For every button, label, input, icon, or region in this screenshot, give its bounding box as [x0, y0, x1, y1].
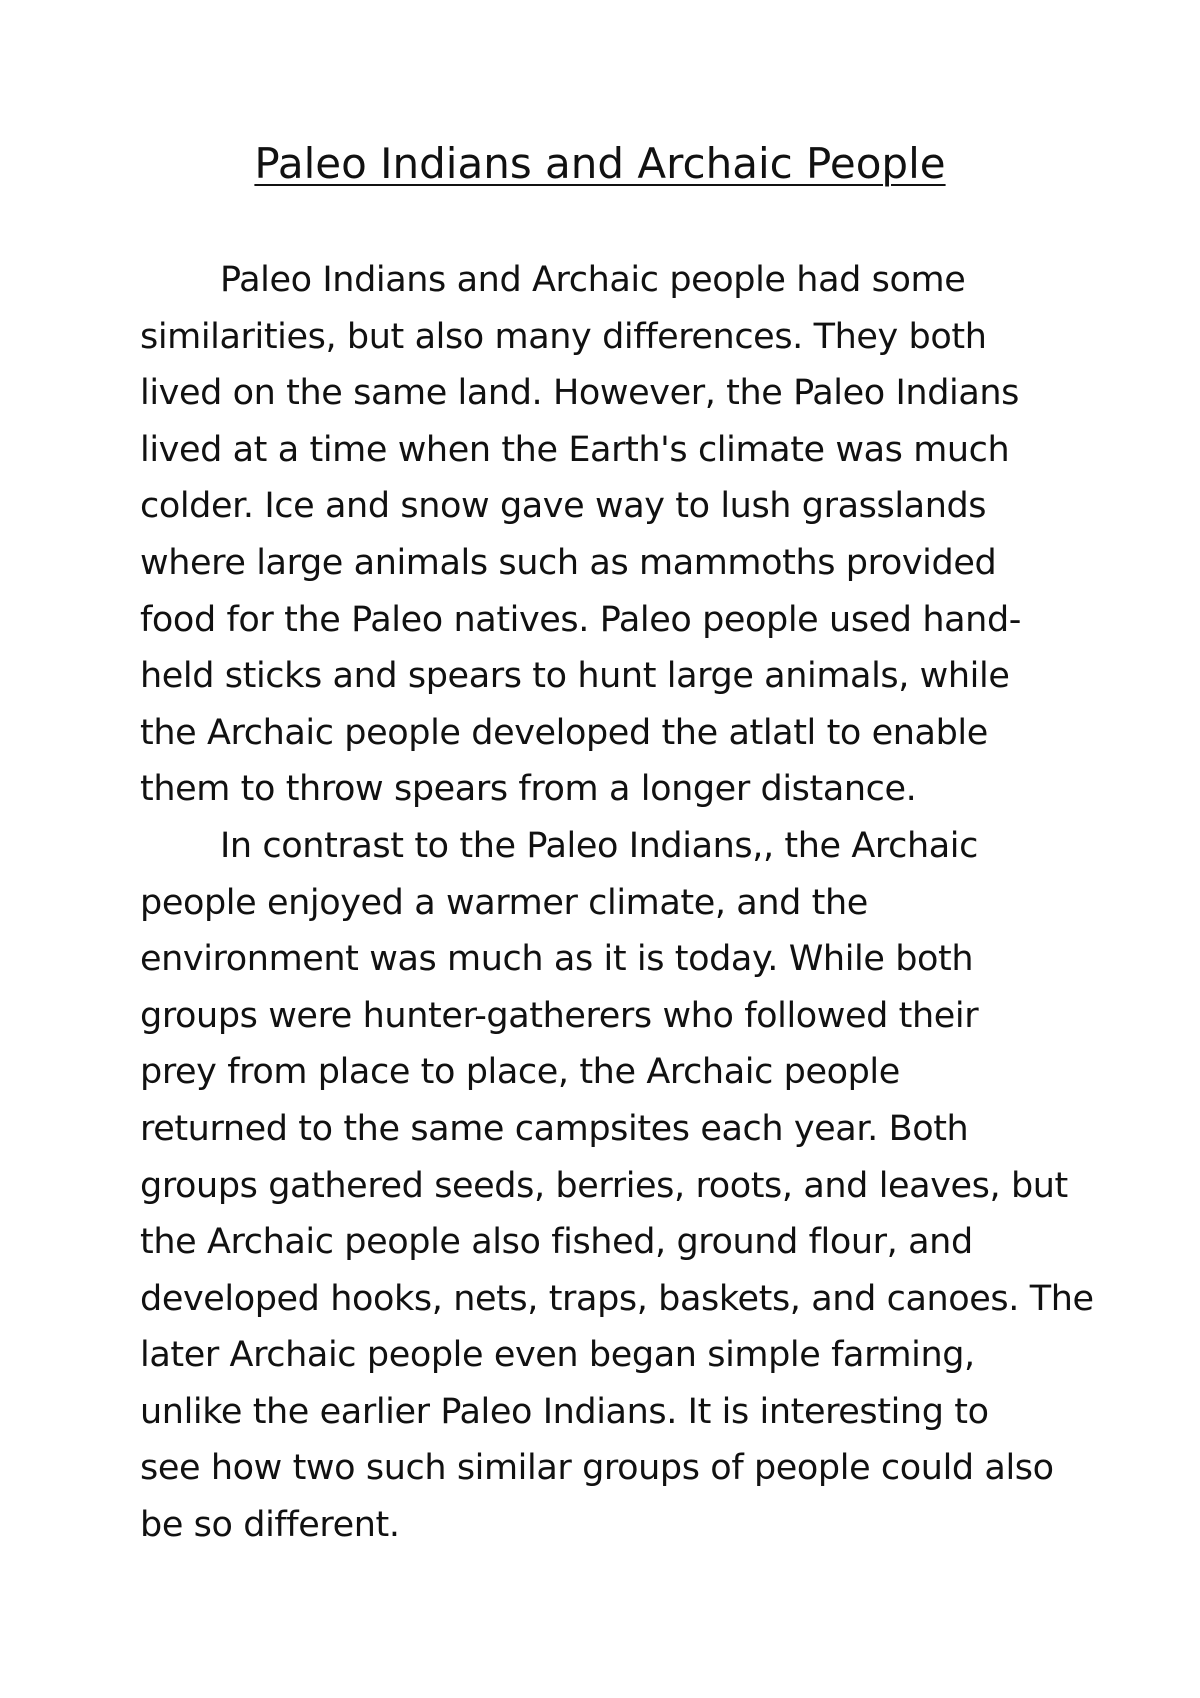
paragraph-2-line: environment was much as it is today. While both — [140, 939, 974, 980]
title-text: Paleo Indians and Archaic People — [254, 139, 946, 188]
paragraph-2-line: developed hooks, nets, traps, baskets, and canoes. The — [140, 1278, 1094, 1319]
paragraph-2-line: groups were hunter-gatherers who followed their — [140, 995, 979, 1036]
paragraph-2-line: see how two such similar groups of people could also — [140, 1448, 1054, 1489]
paragraph-2-line: later Archaic people even began simple farming, — [140, 1335, 975, 1376]
paragraph-2-line: returned to the same campsites each year. Both — [140, 1108, 969, 1149]
paragraph-1-line: the Archaic people developed the atlatl to enable — [140, 712, 988, 753]
paragraph-1-line: colder. Ice and snow gave way to lush grasslands — [140, 486, 987, 527]
paragraph-1-line: them to throw spears from a longer distance. — [140, 769, 917, 810]
document-title — [0, 138, 1200, 190]
paragraph-1-line: food for the Paleo natives. Paleo people used hand- — [140, 599, 1021, 640]
paragraph-1-line: lived at a time when the Earth's climate was much — [140, 429, 1010, 470]
paragraph-2-line: the Archaic people also fished, ground flour, and — [140, 1222, 973, 1263]
paragraph-2-line: people enjoyed a warmer climate, and the — [140, 882, 868, 923]
paragraph-1-line: held sticks and spears to hunt large animals, while — [140, 656, 1010, 697]
document-body — [140, 252, 1150, 1554]
paragraph-2-line: prey from place to place, the Archaic people — [140, 1052, 900, 1093]
paragraph-2-line: In contrast to the Paleo Indians,, the Archaic — [220, 825, 978, 866]
paragraph-2-line: be so different. — [140, 1505, 400, 1546]
paragraph-2-line: groups gathered seeds, berries, roots, and leaves, but — [140, 1165, 1068, 1206]
paragraph-2-line: unlike the earlier Paleo Indians. It is interesting to — [140, 1391, 989, 1432]
paragraph-1-line: where large animals such as mammoths provided — [140, 542, 997, 583]
paragraph-1-line: similarities, but also many differences. They both — [140, 316, 987, 357]
paragraph-1-line: Paleo Indians and Archaic people had some — [220, 260, 966, 300]
paragraph-1-line: lived on the same land. However, the Paleo Indians — [140, 373, 1020, 414]
